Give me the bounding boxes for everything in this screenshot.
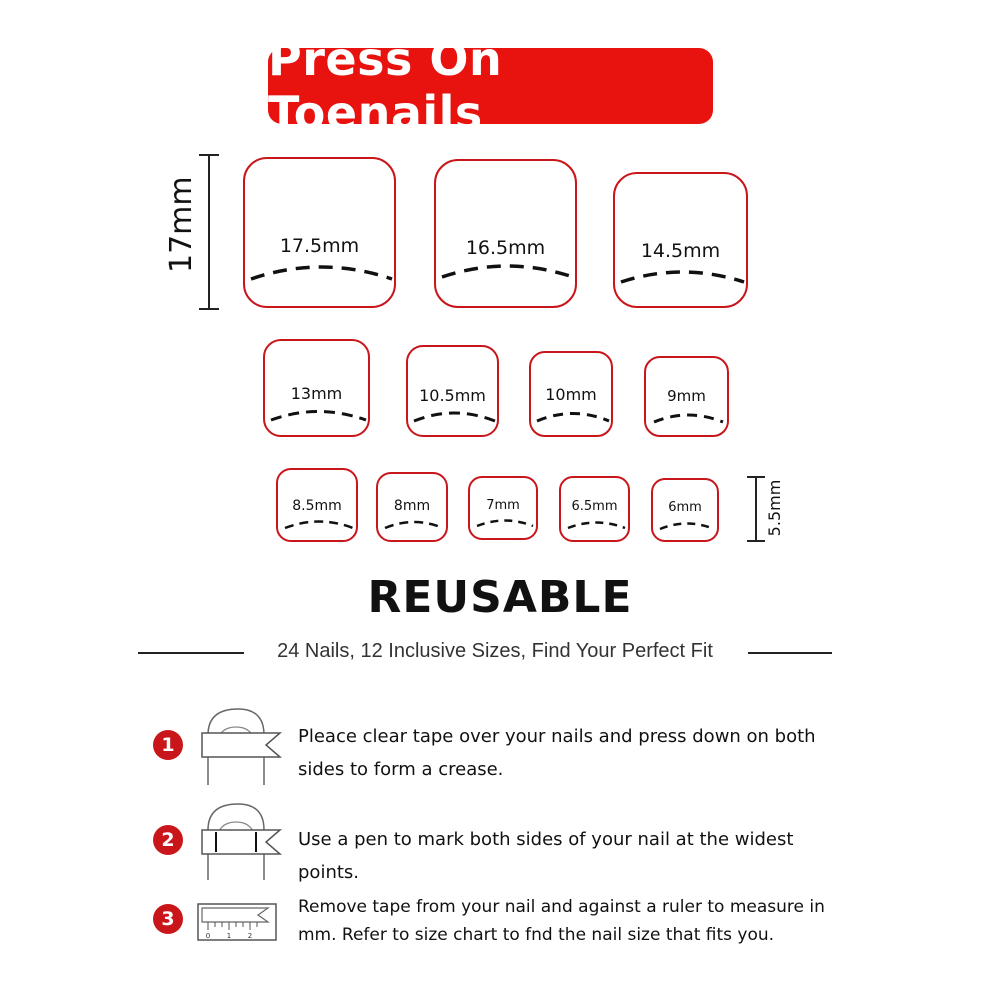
nail-size-label: 10.5mm xyxy=(419,386,486,405)
marked-tape-toe-icon xyxy=(198,800,284,882)
nail-size-label: 7mm xyxy=(486,498,520,513)
reusable-heading: REUSABLE xyxy=(367,572,633,623)
subtitle-rule-right xyxy=(748,652,832,654)
nail-size-label: 8.5mm xyxy=(292,498,342,514)
small-height-dimension-cap-top xyxy=(747,476,765,478)
nail-cuticle-line xyxy=(408,347,499,437)
height-dimension-label: 17mm xyxy=(164,176,199,273)
subtitle-rule-left xyxy=(138,652,244,654)
nail-size-card xyxy=(529,351,613,437)
nail-size-card xyxy=(406,345,499,437)
step-number-badge: 3 xyxy=(153,904,183,934)
nail-size-label: 6mm xyxy=(668,500,702,515)
nail-cuticle-line xyxy=(561,478,630,542)
nail-size-card xyxy=(559,476,630,542)
nail-size-card xyxy=(613,172,748,308)
nail-size-label: 6.5mm xyxy=(571,499,618,514)
ruler-tick-label: 0 xyxy=(205,932,211,940)
nail-size-card xyxy=(468,476,538,540)
nail-size-label: 14.5mm xyxy=(640,240,721,262)
nail-size-label: 8mm xyxy=(393,498,431,514)
nail-cuticle-line xyxy=(653,480,719,542)
step-instruction: Use a pen to mark both sides of your nail at the widest points. xyxy=(298,829,794,883)
nail-size-card xyxy=(376,472,448,542)
small-height-dimension-cap-bottom xyxy=(747,540,765,542)
nail-cuticle-line xyxy=(531,353,613,437)
nail-size-label: 10mm xyxy=(545,385,597,404)
small-height-dimension-label: 5.5mm xyxy=(765,479,784,537)
nail-size-card xyxy=(263,339,370,437)
nail-cuticle-line xyxy=(470,478,538,540)
height-dimension-cap-bottom xyxy=(199,308,219,310)
nail-cuticle-line xyxy=(245,159,396,308)
nail-cuticle-line xyxy=(265,341,370,437)
ruler-tick-label: 2 xyxy=(247,932,253,940)
nail-size-card xyxy=(276,468,358,542)
nail-size-card xyxy=(651,478,719,542)
small-height-dimension-line xyxy=(755,476,757,542)
nail-size-label: 9mm xyxy=(667,387,706,405)
height-dimension-line xyxy=(208,154,210,310)
nail-size-label: 17.5mm xyxy=(279,235,360,257)
step-instruction: Remove tape from your nail and against a ruler to measure in mm. Refer to size chart to fnd the nail size that fits you. xyxy=(298,897,825,945)
nail-cuticle-line xyxy=(615,174,748,308)
nail-size-card xyxy=(434,159,577,308)
height-dimension-cap-top xyxy=(199,154,219,156)
nail-cuticle-line xyxy=(378,474,448,542)
step-number-badge: 2 xyxy=(153,825,183,855)
nail-cuticle-line xyxy=(278,470,358,542)
page-title: Press On Toenails xyxy=(268,32,503,140)
ruler-icon xyxy=(196,898,280,944)
title-banner xyxy=(268,32,713,140)
nail-cuticle-line xyxy=(646,358,729,437)
nail-size-card xyxy=(644,356,729,437)
step-number-badge: 1 xyxy=(153,730,183,760)
nail-size-label: 13mm xyxy=(290,384,343,403)
nail-cuticle-line xyxy=(436,161,577,308)
tape-on-toe-icon xyxy=(198,705,284,787)
subtitle: 24 Nails, 12 Inclusive Sizes, Find Your Perfect Fit xyxy=(277,640,713,662)
step-instruction: Pleace clear tape over your nails and press down on both sides to form a crease. xyxy=(298,726,816,780)
nail-size-card xyxy=(243,157,396,308)
nail-size-label: 16.5mm xyxy=(465,237,546,259)
ruler-tick-label: 1 xyxy=(226,932,232,940)
